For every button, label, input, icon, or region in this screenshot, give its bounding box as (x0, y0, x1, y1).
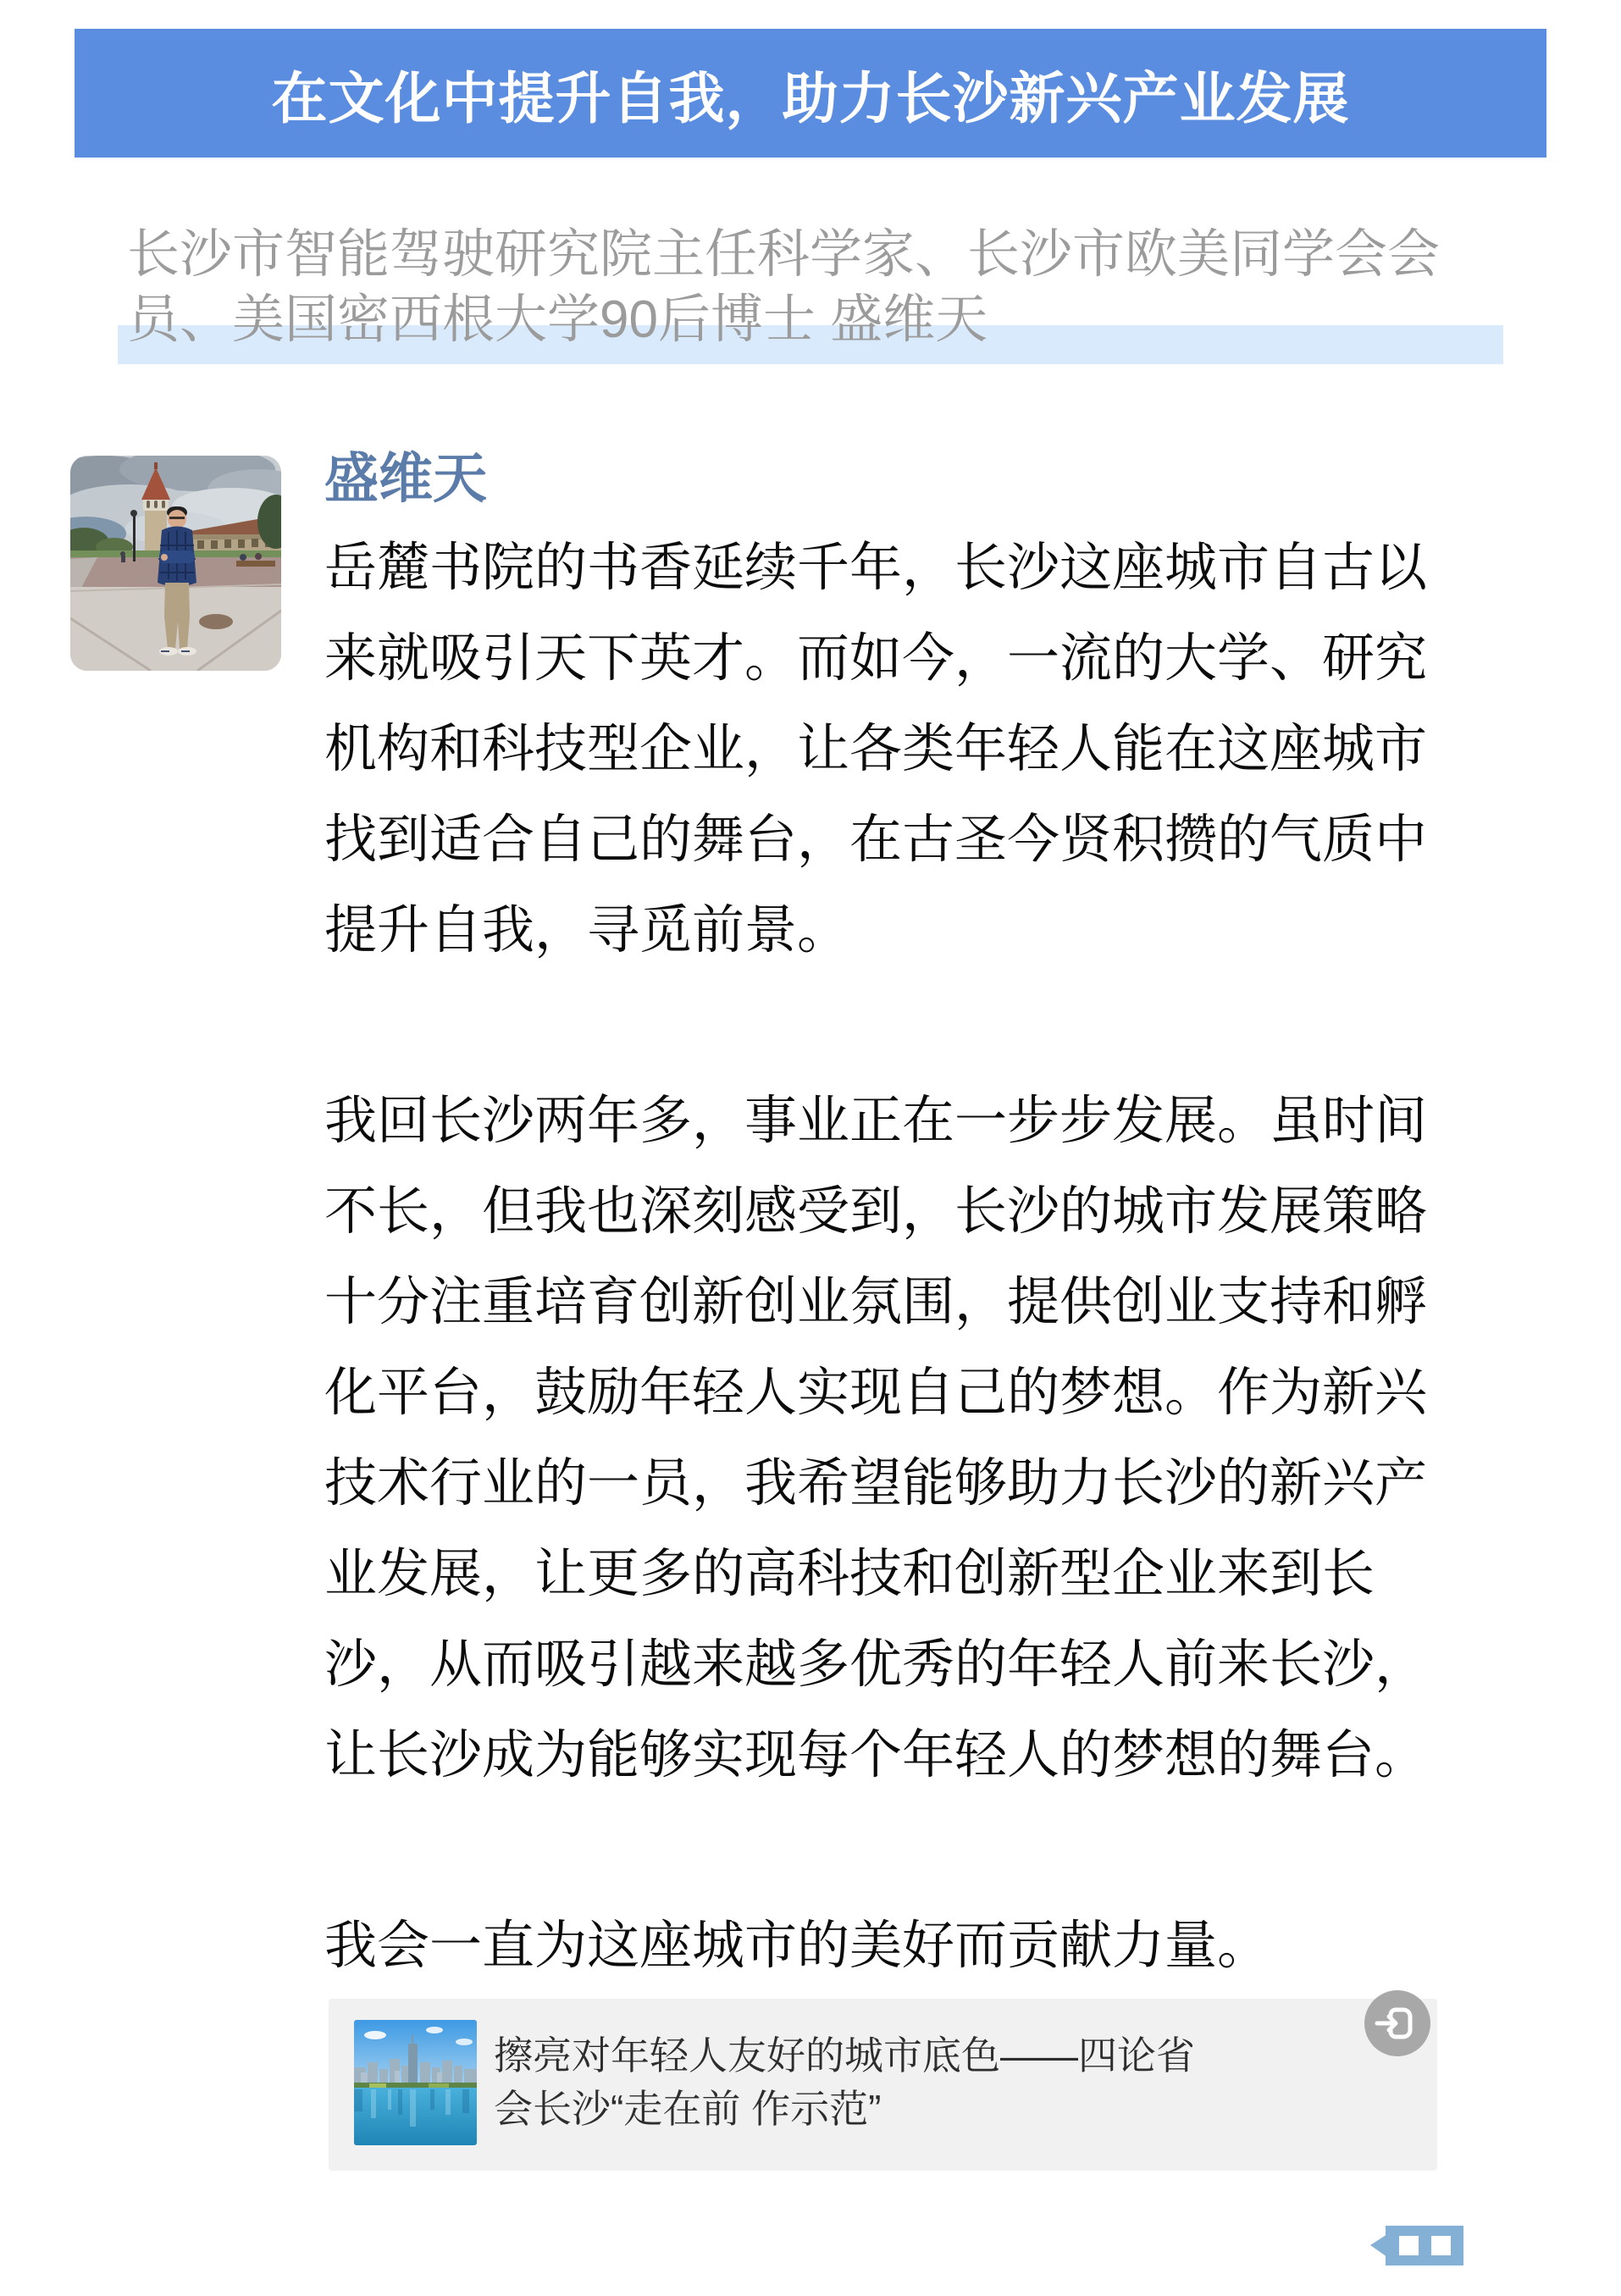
article-body (324, 523, 1442, 1991)
city-skyline-photo-icon (354, 2020, 477, 2145)
article-title: 在文化中提升自我，助力长沙新兴产业发展 (271, 66, 1350, 130)
byline-block (127, 222, 1465, 391)
article-title-banner (75, 29, 1546, 158)
related-link-card[interactable] (329, 1999, 1437, 2171)
author-photo-icon (70, 456, 281, 671)
card-thumbnail (354, 2020, 477, 2145)
paragraph-3: 我会一直为这座城市的美好而贡献力量。 (324, 1917, 1270, 1975)
paragraph-1: 岳麓书院的书香延续千年，长沙这座城市自古以来就吸引天下英才。而如今，一流的大学、研究机构和科技型企业，让各类年轻人能在这座城市找到适合自己的舞台，在古圣今贤积攒的气质中提升自我，寻觅前景。 (324, 539, 1428, 960)
byline-text: 长沙市智能驾驶研究院主任科学家、长沙市欧美同学会会员、美国密西根大学90后博士 盛维天 (127, 225, 1441, 349)
paragraph-2: 我回长沙两年多，事业正在一步步发展。虽时间不长，但我也深刻感受到，长沙的城市发展策略十分注重培育创新创业氛围，提供创业支持和孵化平台，鼓励年轻人实现自己的梦想。作为新兴技术行业的一员，我希望能够助力长沙的新兴产业发展，让更多的高科技和创新型企业来到长沙，从而吸引越来越多优秀的年轻人前来长沙，让长沙成为能够实现每个年轻人的梦想的舞台。 (324, 1092, 1428, 1784)
pages-indicator[interactable] (1370, 2226, 1463, 2266)
open-link-button[interactable] (1364, 1990, 1430, 2056)
enter-arrow-icon (1364, 1990, 1430, 2056)
card-title: 擦亮对年轻人友好的城市底色——四论省会长沙“走在前 作示范” (494, 2033, 1195, 2131)
pages-indicator-icon (1370, 2226, 1463, 2266)
author-name: 盛维天 (324, 448, 487, 509)
author-avatar (70, 456, 281, 671)
